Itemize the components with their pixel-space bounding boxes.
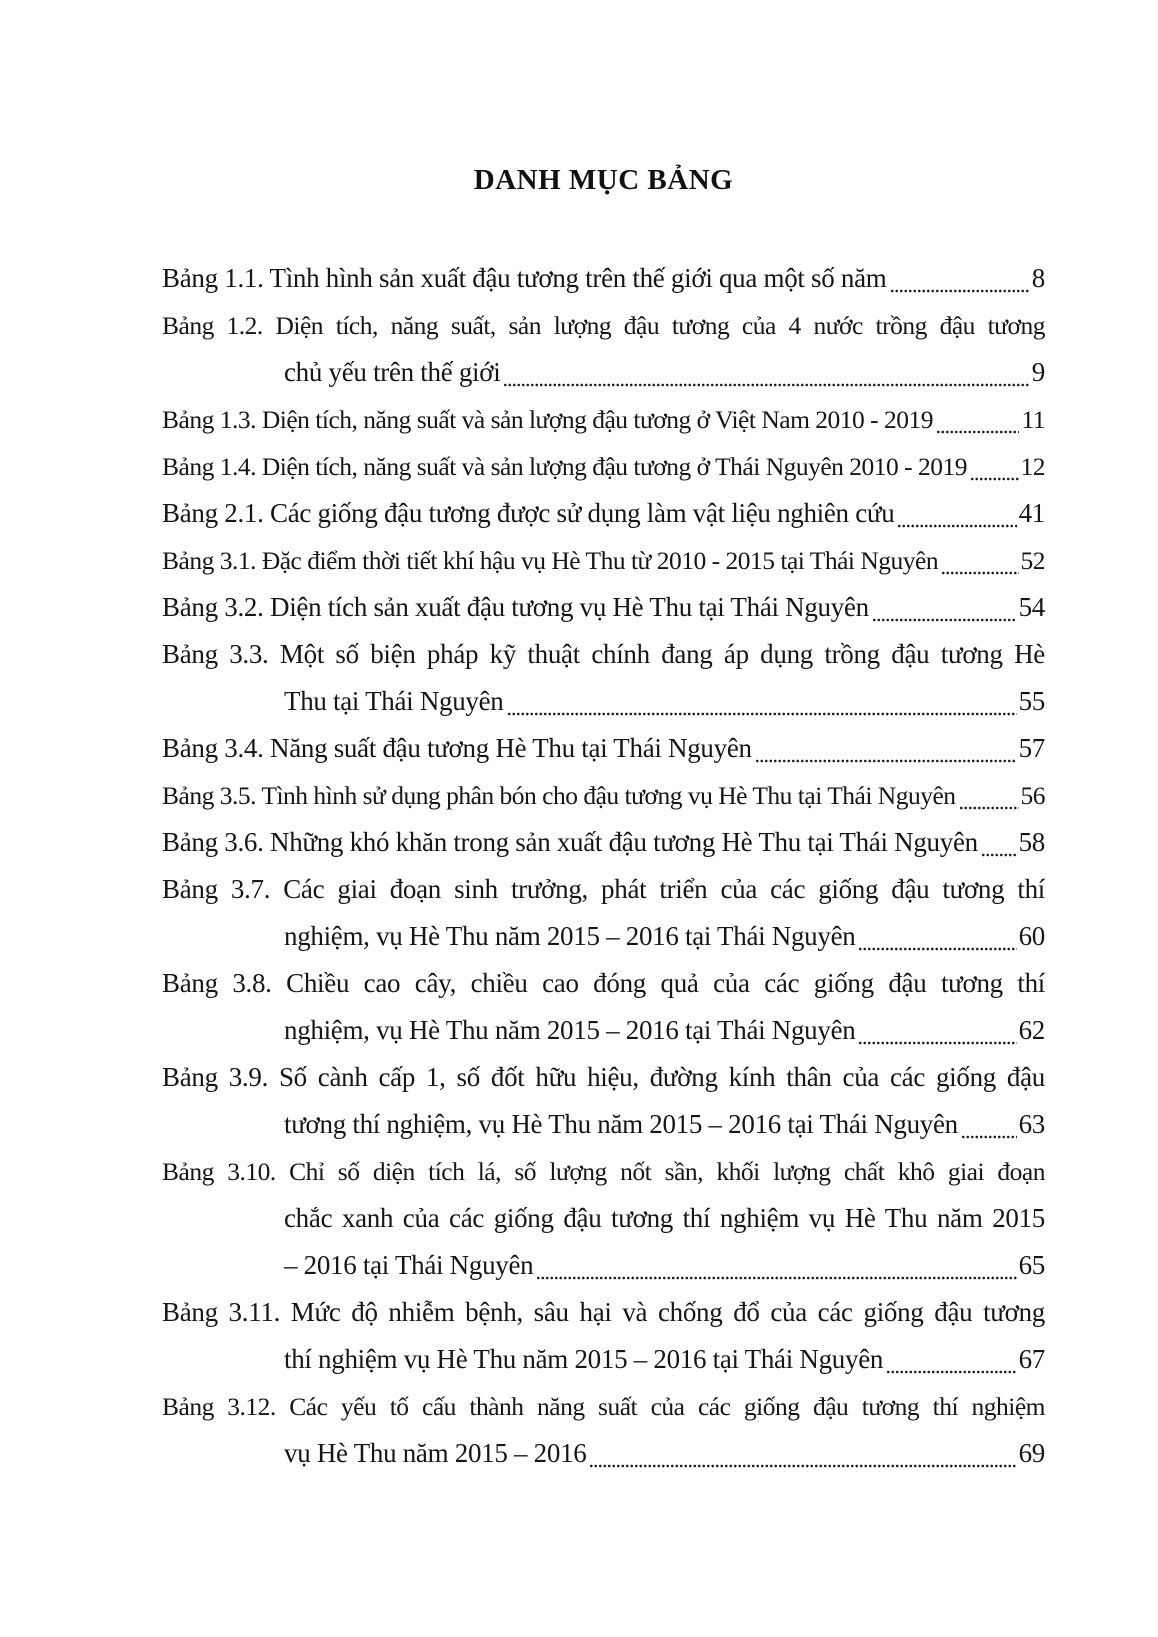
toc-entry: [162, 443, 1045, 490]
toc-entry: [162, 960, 1045, 1054]
dot-leader: [961, 1101, 1017, 1148]
toc-line-text: Thu tại Thái Nguyên: [284, 686, 504, 716]
toc-entry: [162, 1383, 1045, 1477]
toc-line-text: Bảng 1.4. Diện tích, năng suất và sản lượng đậu tương ở Thái Nguyên 2010 - 2019: [162, 452, 968, 481]
toc-line: [162, 255, 1045, 302]
toc-line-text: vụ Hè Thu năm 2015 – 2016: [284, 1438, 587, 1468]
dot-leader: [755, 725, 1017, 772]
dot-leader: [897, 490, 1016, 537]
toc-line: Bảng 3.8. Chiều cao cây, chiều cao đóng quả của các giống đậu tương thí: [162, 968, 1045, 998]
page-number: 9: [1031, 357, 1045, 387]
toc-line: Bảng 3.10. Chỉ số diện tích lá, số lượng nốt sần, khối lượng chất khô giai đoạn: [162, 1157, 1045, 1186]
toc-line: Bảng 3.7. Các giai đoạn sinh trưởng, phát triển của các giống đậu tương thí: [162, 874, 1045, 904]
page-number: 11: [1021, 405, 1045, 434]
page-number: 52: [1020, 546, 1045, 575]
toc-entry: [162, 1148, 1045, 1289]
toc-entry: [162, 490, 1045, 537]
toc-list: [162, 255, 1045, 1477]
toc-line: [162, 1007, 1045, 1054]
toc-line: Bảng 3.11. Mức độ nhiễm bệnh, sâu hại và chống đổ của các giống đậu tương: [162, 1297, 1045, 1327]
toc-line: Bảng 1.2. Diện tích, năng suất, sản lượng đậu tương của 4 nước trồng đậu tương: [162, 311, 1045, 340]
toc-entry: [162, 537, 1045, 584]
toc-entry: [162, 1054, 1045, 1148]
toc-line-text: Bảng 1.3. Diện tích, năng suất và sản lượng đậu tương ở Việt Nam 2010 - 2019: [162, 405, 934, 434]
dot-leader: [959, 772, 1019, 819]
page-number: 63: [1018, 1109, 1045, 1139]
toc-line-text: Bảng 1.1. Tình hình sản xuất đậu tương trên thế giới qua một số năm: [162, 263, 887, 293]
toc-line-text: Bảng 3.5. Tình hình sử dụng phân bón cho đậu tương vụ Hè Thu tại Thái Nguyên: [162, 781, 956, 810]
toc-line: [162, 537, 1045, 584]
dot-leader: [941, 537, 1018, 584]
page-number: 57: [1018, 733, 1045, 763]
toc-line: [162, 349, 1045, 396]
toc-entry: [162, 772, 1045, 819]
dot-leader: [858, 913, 1016, 960]
toc-line: chắc xanh của các giống đậu tương thí nghiệm vụ Hè Thu năm 2015: [284, 1203, 1045, 1233]
page-number: 58: [1018, 827, 1045, 857]
page-number: 41: [1018, 498, 1045, 528]
toc-entry: [162, 302, 1045, 396]
page-title: DANH MỤC BẢNG: [473, 164, 734, 196]
toc-line: [162, 772, 1045, 819]
page-number: 12: [1020, 452, 1045, 481]
page-number: 8: [1031, 263, 1045, 293]
page-number: 60: [1018, 921, 1045, 951]
toc-line: [162, 443, 1045, 490]
toc-line: [162, 1430, 1045, 1477]
page-number: 55: [1018, 686, 1045, 716]
toc-entry: [162, 631, 1045, 725]
toc-line: Bảng 3.9. Số cành cấp 1, số đốt hữu hiệu, đường kính thân của các giống đậu: [162, 1062, 1045, 1092]
page-number: 54: [1018, 592, 1045, 622]
toc-entry: [162, 396, 1045, 443]
toc-line: [162, 819, 1045, 866]
toc-line: Bảng 3.12. Các yếu tố cấu thành năng suất của các giống đậu tương thí nghiệm: [162, 1392, 1045, 1421]
toc-line-text: – 2016 tại Thái Nguyên: [284, 1250, 534, 1280]
dot-leader: [858, 1007, 1016, 1054]
toc-line: [162, 913, 1045, 960]
toc-line: [162, 1242, 1045, 1289]
toc-entry: [162, 819, 1045, 866]
dot-leader: [589, 1430, 1016, 1477]
toc-line-text: nghiệm, vụ Hè Thu năm 2015 – 2016 tại Thái Nguyên: [284, 1015, 856, 1045]
toc-line-text: Bảng 2.1. Các giống đậu tương được sử dụng làm vật liệu nghiên cứu: [162, 498, 895, 528]
page-number: 69: [1018, 1438, 1045, 1468]
toc-line: [162, 725, 1045, 772]
toc-line-text: tương thí nghiệm, vụ Hè Thu năm 2015 – 2016 tại Thái Nguyên: [284, 1109, 958, 1139]
toc-line: Bảng 3.3. Một số biện pháp kỹ thuật chính đang áp dụng trồng đậu tương Hè: [162, 639, 1045, 669]
page-number: 67: [1018, 1344, 1045, 1374]
toc-entry: [162, 1289, 1045, 1383]
toc-line: [162, 490, 1045, 537]
dot-leader: [886, 1336, 1017, 1383]
toc-line-text: thí nghiệm vụ Hè Thu năm 2015 – 2016 tại Thái Nguyên: [284, 1344, 884, 1374]
toc-entry: [162, 255, 1045, 302]
dot-leader: [507, 678, 1017, 725]
page-number: 65: [1018, 1250, 1045, 1280]
toc-line-text: Bảng 3.6. Những khó khăn trong sản xuất đậu tương Hè Thu tại Thái Nguyên: [162, 827, 978, 857]
toc-line: [162, 678, 1045, 725]
toc-line: [162, 1101, 1045, 1148]
toc-entry: [162, 584, 1045, 631]
toc-line-text: chủ yếu trên thế giới: [284, 357, 501, 387]
page-number: 62: [1018, 1015, 1045, 1045]
page-number: 56: [1020, 781, 1045, 810]
toc-line: [162, 584, 1045, 631]
toc-line-text: Bảng 3.2. Diện tích sản xuất đậu tương vụ Hè Thu tại Thái Nguyên: [162, 592, 869, 622]
dot-leader: [890, 255, 1030, 302]
dot-leader: [872, 584, 1017, 631]
dot-leader: [936, 396, 1019, 443]
toc-entry: [162, 725, 1045, 772]
dot-leader: [970, 443, 1018, 490]
toc-line-text: Bảng 3.1. Đặc điểm thời tiết khí hậu vụ Hè Thu từ 2010 - 2015 tại Thái Nguyên: [162, 546, 939, 575]
toc-line: [162, 1336, 1045, 1383]
toc-line-text: Bảng 3.4. Năng suất đậu tương Hè Thu tại Thái Nguyên: [162, 733, 752, 763]
toc-line-text: nghiệm, vụ Hè Thu năm 2015 – 2016 tại Thái Nguyên: [284, 921, 856, 951]
toc-entry: [162, 866, 1045, 960]
toc-line: [162, 396, 1045, 443]
dot-leader: [503, 349, 1029, 396]
dot-leader: [981, 819, 1017, 866]
dot-leader: [536, 1242, 1016, 1289]
